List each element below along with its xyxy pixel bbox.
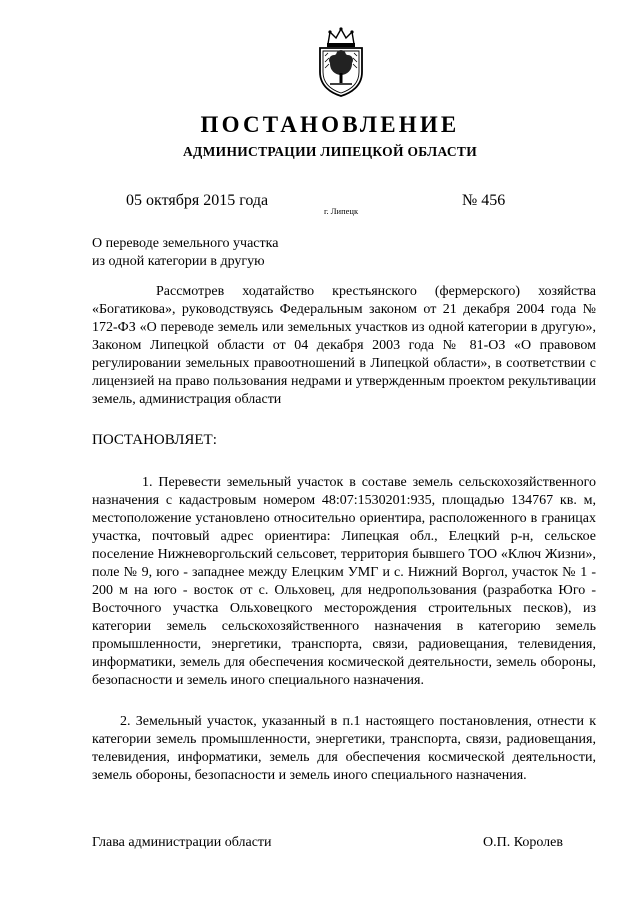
- document-date: 05 октября 2015 года: [126, 192, 269, 209]
- document-subject: [92, 235, 332, 271]
- signatory-name: О.П. Королев: [483, 835, 563, 850]
- document-type-heading: ПОСТАНОВЛЕНИЕ: [200, 112, 460, 137]
- decree-item-2: 2. Земельный участок, указанный в п.1 настоящего постановления, отнести к категории земель промышленности, энергетики, транспорта, связи, радиовещания, телевидения, информатики, земель для обеспечения космической деятельности, земель обороны, безопасности и земель иного специального назначения.: [92, 714, 596, 783]
- subject-line-1: О переводе земельного участка: [92, 236, 279, 251]
- decree-item-1: 1. Перевести земельный участок в составе земель сельскохозяйственного назначения с кадастровым номером 48:07:1530201:935, площадью 134767 кв. м, местоположение установлено относительно ориентира, расположенного в границах участка, почтовый адрес ориентира: Липецкая обл., Елецкий р-н, сельское поселение Нижневоргольский сельсовет, территория бывшего ТОО «Ключ Жизни», поле № 9, юго - западнее между Елецким УМГ и с. Нижний Воргол, участок № 1 - 200 м на юго - восток от с. Ольховец, для недропользования (разработка Юго - Восточного участка Ольховецкого месторождения строительных песков), из категории земель сельскохозяйственного назначения в категорию земель промышленности, энергетики, транспорта, связи, радиовещания, телевидения, информатики, земель для обеспечения космической деятельности, земель обороны, безопасности и земель иного специального назначения.: [92, 475, 596, 688]
- issuer-heading: АДМИНИСТРАЦИИ ЛИПЕЦКОЙ ОБЛАСТИ: [182, 144, 478, 159]
- decree-word: ПОСТАНОВЛЯЕТ:: [92, 432, 217, 448]
- coat-of-arms-icon: [310, 26, 372, 98]
- subject-line-2: из одной категории в другую: [92, 254, 265, 269]
- preamble-paragraph: Рассмотрев ходатайство крестьянского (фермерского) хозяйства «Богатикова», руководствуясь Федеральным законом от 21 декабря 2004 года № 172-ФЗ «О переводе земель или земельных участков из одной категории в другую», Законом Липецкой области от 04 декабря 2003 года № 81-ОЗ «О правовом регулировании земельных правоотношений в Липецкой области», в соответствии с лицензией на право пользования недрами и утвержденным проектом рекультивации земель, администрация области: [92, 284, 596, 407]
- document-city: г. Липецк: [324, 206, 359, 216]
- signatory-title: Глава администрации области: [92, 835, 272, 850]
- document-number: № 456: [462, 192, 506, 209]
